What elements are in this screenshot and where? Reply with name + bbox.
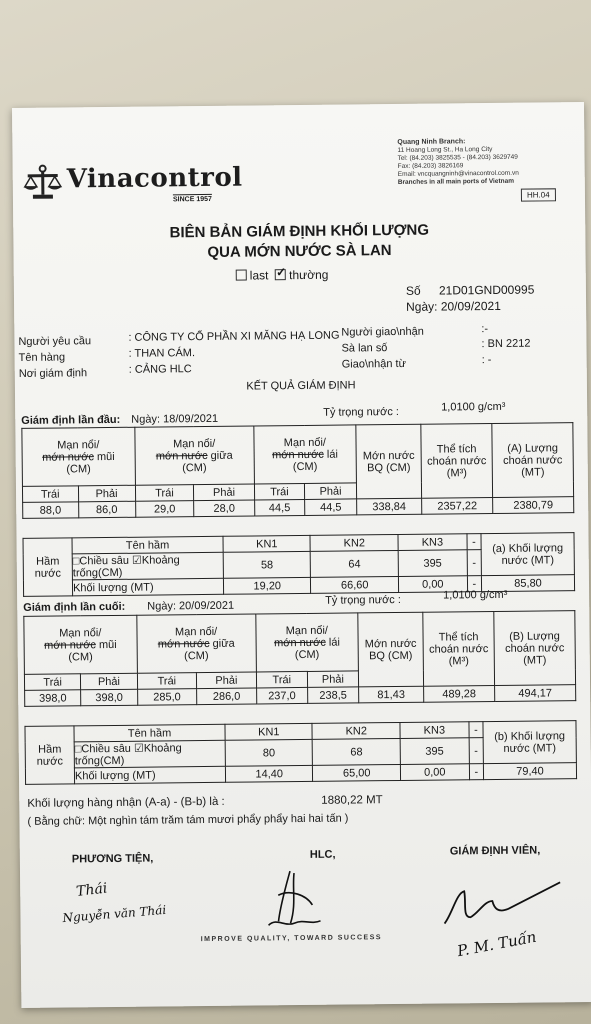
vehicle-signature-name: Thái [75,880,109,900]
received-value: 1880,22 MT [321,794,383,807]
doc-number: 21D01GND00995 [438,282,535,298]
table-cell: 0,00 [398,576,467,593]
table-cell: 29,0 [135,501,194,518]
bow-header: Mạn nổi/ mớn nước mũi (CM) [24,615,137,674]
bow-header: Mạn nổi/ mớn nước mũi (CM) [22,427,135,486]
table-cell: 494,17 [495,685,576,702]
displacement-header: (B) Lượng choán nước (MT) [494,611,576,686]
table-cell: 2380,79 [493,497,574,514]
table-cell: 286,0 [197,688,257,705]
avg-draft-header: Mớn nước BQ (CM) [358,612,424,687]
depth-label: □Chiều sâu ☑Khoảng trống(CM) [74,740,225,768]
inspector-sign-label: GIÁM ĐỊNH VIÊN, [449,844,541,858]
kn-header: KN1 [225,723,313,740]
table-cell: 395 [400,738,469,765]
first-heading: Giám định lần đầu: [21,413,121,427]
scale-logo-icon [23,162,63,200]
requester-value: : CÔNG TY CỔ PHẦN XI MĂNG HẠ LONG [128,329,340,344]
first-density-label: Tỷ trọng nước : [323,405,399,419]
table-cell: - [469,764,483,780]
last-date: Ngày: 20/09/2021 [147,599,235,613]
from-label: Giao\nhận từ [341,357,407,371]
table-cell: 395 [398,550,467,577]
last-density: 1,0100 g/cm³ [443,588,508,602]
hlc-signature-icon [250,865,341,936]
water-mass-header: (b) Khối lượng nước (MT) [483,721,576,764]
water-mass-header: (a) Khối lượng nước (MT) [481,533,574,576]
water-mass-value: 85,80 [481,575,574,592]
avg-draft-header: Mớn nước BQ (CM) [356,424,422,499]
left-label: Trái [24,674,80,691]
table-cell: 285,0 [137,689,197,706]
table-cell: 19,20 [223,577,311,594]
hold-name-header: Tên hầm [72,536,223,554]
left-label: Trái [22,486,78,503]
table-cell: 338,84 [357,498,422,515]
stern-header: Mạn nổi/ mớn nước lái (CM) [255,613,358,672]
right-label: Phải [307,671,358,688]
last-hold-table [24,720,577,785]
amount-in-words: ( Bằng chữ: Một nghìn tám trăm tám mươi phẩy phẩy hai hai tấn ) [27,812,349,828]
branch-line: Branches in all main ports of Vietnam [397,177,515,186]
table-cell: - [467,550,482,576]
document-page [12,102,591,1008]
table-cell: 14,40 [225,765,313,782]
place-label: Nơi giám định [18,367,88,380]
kn-header: KN2 [312,722,400,739]
table-cell: - [467,576,481,592]
mid-header: Mạn nổi/ mớn nước giữa (CM) [136,614,256,673]
volume-header: Thể tích choán nước (M³) [421,423,493,498]
table-cell: 65,00 [313,764,401,781]
branch-line: Email: vncquangninh@vinacontrol.com.vn [397,169,519,178]
table-cell: 237,0 [256,687,307,704]
table-cell: 2357,22 [422,497,493,514]
table-cell: 88,0 [23,502,79,519]
checkbox-normal[interactable] [275,269,286,280]
table-cell: - [467,534,481,550]
company-logo [23,161,243,203]
option-last-label: last [249,268,269,283]
mass-label: Khối lượng (MT) [74,766,225,784]
checkbox-last[interactable] [236,270,247,281]
table-cell: 0,00 [400,764,469,781]
deliver-label: Người giao\nhận [341,325,424,339]
inspector-signature-name: P. M. Tuấn [455,927,538,961]
table-cell: 28,0 [194,500,255,517]
kn-header: KN1 [223,535,311,552]
vehicle-signature-fullname: Nguyễn văn Thái [62,902,167,926]
deliver-value: :- [481,323,489,336]
depth-label: □Chiều sâu ☑Khoảng trống(CM) [72,552,223,580]
table-cell: 489,28 [424,685,495,702]
branch-line: Tel: (84.203) 3825535 - (84.203) 3629749 [397,153,518,162]
last-density-label: Tỷ trọng nước : [325,593,401,607]
table-cell: 66,60 [311,576,399,593]
mass-label: Khối lượng (MT) [72,578,223,596]
inspector-signature-icon [438,872,569,933]
table-cell: 68 [313,738,401,765]
first-date: Ngày: 18/09/2021 [131,412,219,426]
table-cell: 44,5 [305,499,357,516]
table-cell: - [469,722,483,738]
barge-label: Sà lan số [341,342,388,355]
hlc-sign-label: HLC, [309,848,336,861]
hold-label: Hầm nước [23,538,73,597]
displacement-header: (A) Lượng choán nước (MT) [492,423,574,498]
table-cell: 238,5 [307,687,358,704]
report-type-options [236,268,329,283]
kn-header: KN3 [398,534,467,551]
hold-name-header: Tên hầm [74,724,225,742]
branch-info [397,137,577,187]
kn-header: KN3 [400,722,469,739]
table-cell: 86,0 [78,501,135,518]
doc-date: Ngày: 20/09/2021 [406,298,501,314]
from-value: : - [481,353,492,367]
company-since: SINCE 1957 [172,195,212,204]
left-label: Trái [256,671,307,688]
slogan: IMPROVE QUALITY, TOWARD SUCCESS [200,934,383,944]
form-code: HH.04 [521,188,556,201]
goods-label: Tên hàng [18,351,66,364]
vehicle-sign-label: PHƯƠNG TIỆN, [71,852,154,866]
volume-header: Thể tích choán nước (M³) [423,611,495,686]
branch-line: Fax: (84.203) 3826169 [397,162,464,170]
hold-label: Hầm nước [25,726,75,785]
last-draft-table [23,610,576,707]
left-label: Trái [137,673,197,690]
received-label: Khối lượng hàng nhận (A-a) - (B-b) là : [27,795,225,810]
doc-title-line2: QUA MỚN NƯỚC SÀ LAN [207,242,392,261]
water-mass-value: 79,40 [483,763,576,780]
barge-value: : BN 2212 [481,337,531,351]
table-cell: 398,0 [25,690,81,707]
table-cell: 64 [311,550,399,577]
company-name: Vinacontrol [66,162,243,195]
option-normal-label: thường [289,267,329,283]
right-label: Phải [305,483,357,500]
first-density: 1,0100 g/cm³ [441,400,506,414]
goods-value: : THAN CÁM. [128,347,196,360]
table-cell: 58 [223,551,311,578]
left-label: Trái [254,483,305,500]
right-label: Phải [194,484,255,501]
place-value: : CẢNG HLC [128,363,192,376]
table-cell: 44,5 [254,499,305,516]
table-cell: 81,43 [359,686,424,703]
right-label: Phải [197,672,257,689]
table-cell: - [469,738,484,764]
result-title: KẾT QUẢ GIÁM ĐỊNH [246,379,356,393]
last-heading: Giám định lần cuối: [23,600,126,614]
branch-line: 11 Hoang Long St., Ha Long City [397,145,493,154]
requester-label: Người yêu cầu [18,335,92,348]
table-cell: 398,0 [81,689,137,706]
branch-name: Quang Ninh Branch: [397,138,466,146]
doc-title-line1: BIÊN BẢN GIÁM ĐỊNH KHỐI LƯỢNG [169,221,430,242]
right-label: Phải [78,485,135,502]
stern-header: Mạn nổi/ mớn nước lái (CM) [254,425,357,484]
right-label: Phải [81,673,137,690]
first-hold-table [23,532,576,597]
left-label: Trái [135,485,194,502]
doc-number-label: Số [405,283,421,298]
kn-header: KN2 [310,534,398,551]
mid-header: Mạn nổi/ mớn nước giữa (CM) [134,426,254,485]
first-draft-table [21,422,574,519]
table-cell: 80 [225,739,313,766]
